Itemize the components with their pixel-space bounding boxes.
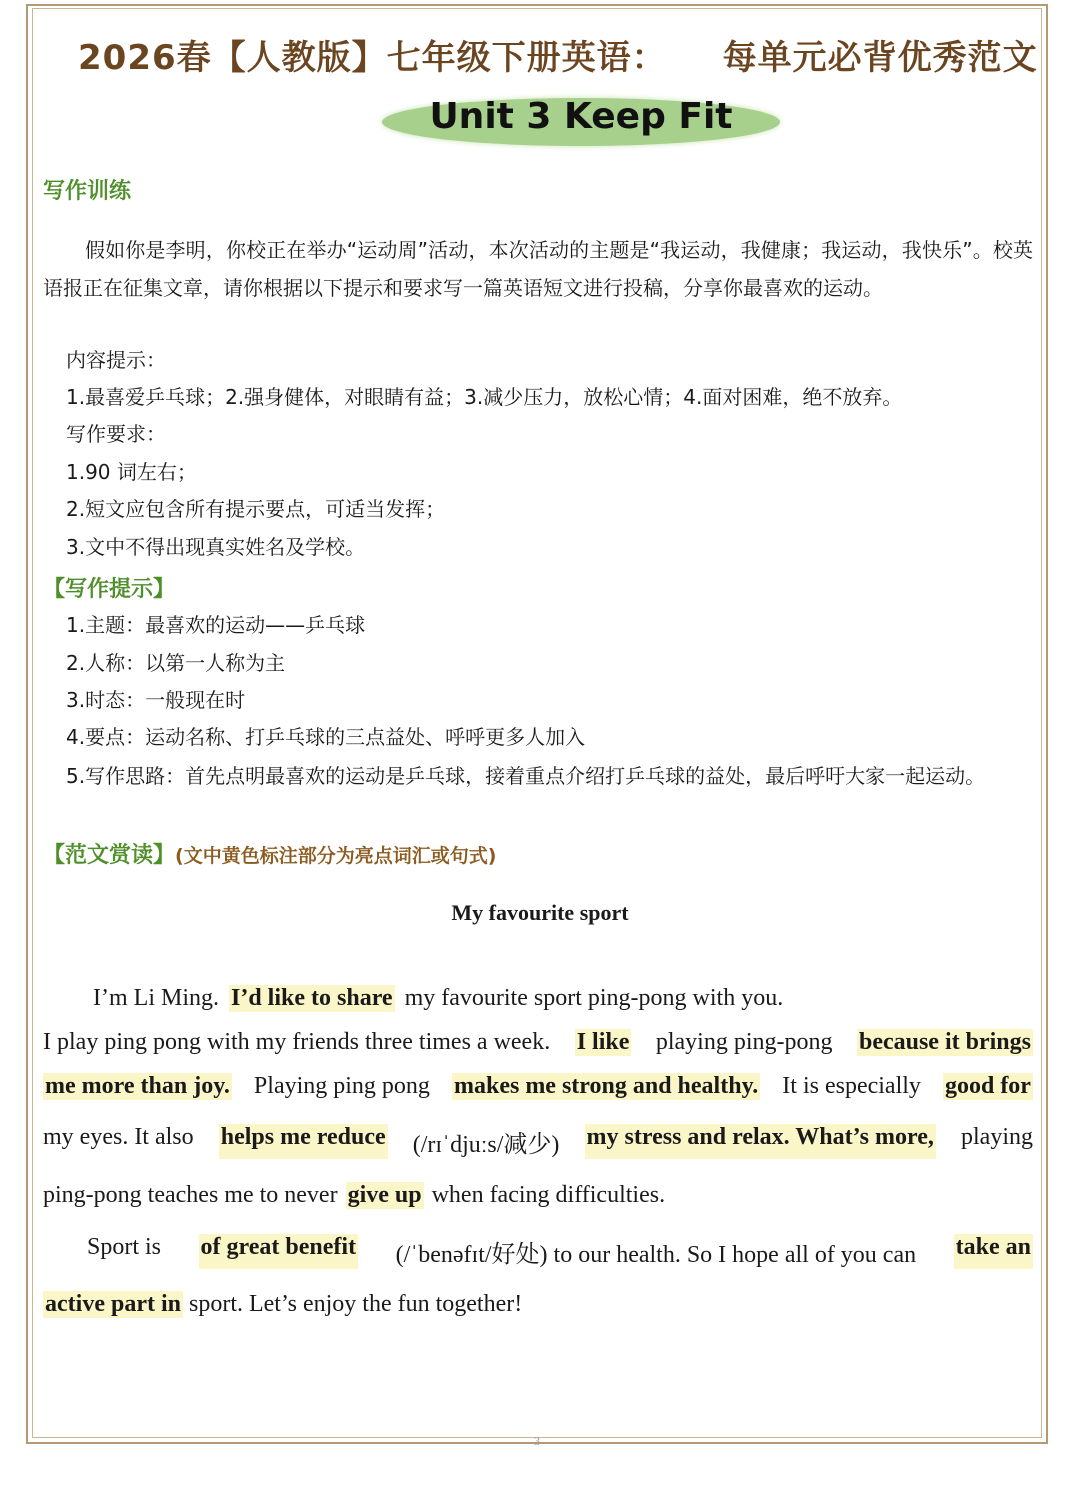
essay-highlight: helps me reduce <box>219 1124 388 1159</box>
essay-highlight: I’d like to share <box>231 985 393 1011</box>
essay-highlight: I like <box>576 1029 630 1055</box>
essay-text: my favourite sport ping-pong with you. <box>404 985 784 1011</box>
essay-text: It is especially <box>782 1073 921 1099</box>
tip-item: 2.人称：以第一人称为主 <box>66 651 286 675</box>
essay-line-2 <box>43 1029 1033 1056</box>
page-number: 3 <box>534 1434 540 1448</box>
title-part2: 每单元必背优秀范文 <box>722 38 1038 78</box>
essay-highlight: because it brings <box>858 1029 1031 1055</box>
essay-text: Sport is <box>87 1234 162 1260</box>
essay-highlight: me more than joy. <box>45 1073 230 1099</box>
essay-text: my eyes. It also <box>43 1124 194 1150</box>
writing-tips-heading: 【写作提示】 <box>43 577 176 602</box>
essay-text: (/rɪˈdjuːs/减少) <box>412 1132 560 1158</box>
essay-line-3 <box>43 1073 1033 1100</box>
essay-text: I play ping pong with my friends three times a week. <box>43 1029 551 1055</box>
essay-highlight: makes me strong and healthy. <box>453 1073 759 1099</box>
sample-heading-label: 【范文赏读】 <box>43 843 176 868</box>
essay-line-1 <box>43 985 1033 1012</box>
essay-highlight: good for <box>944 1073 1031 1099</box>
essay-highlight: take an <box>954 1234 1033 1269</box>
sample-heading <box>43 838 496 869</box>
essay-text: I’m Li Ming. <box>93 985 219 1011</box>
tip-item: 4.要点：运动名称、打乒乓球的三点益处、呼呼更多人加入 <box>66 725 586 749</box>
content-hints-label: 内容提示： <box>66 348 166 372</box>
title-part1: 2026春【人教版】七年级下册英语： <box>78 38 667 78</box>
essay-line-5 <box>43 1182 1033 1209</box>
essay-text: when facing difficulties. <box>431 1182 666 1208</box>
requirement-item: 2.短文应包含所有提示要点，可适当发挥； <box>66 497 446 521</box>
unit-title: Unit 3 Keep Fit <box>429 96 733 137</box>
essay-highlight: my stress and relax. What’s more, <box>585 1124 936 1159</box>
tip-item: 3.时态：一般现在时 <box>66 688 246 712</box>
essay-highlight: of great benefit <box>199 1234 359 1269</box>
essay-text: playing ping-pong <box>655 1029 833 1055</box>
writing-prompt: 假如你是李明，你校正在举办“运动周”活动，本次活动的主题是“我运动，我健康；我运动，我快乐”。校英语报正在征集文章，请你根据以下提示和要求写一篇英语短文进行投稿，分享你最喜欢的运动。 <box>43 238 1033 300</box>
essay-text: ping-pong teaches me to never <box>43 1182 338 1208</box>
page-title <box>78 30 1038 79</box>
writing-training-heading: 写作训练 <box>43 179 132 204</box>
requirement-item: 3.文中不得出现真实姓名及学校。 <box>66 535 366 559</box>
essay-title: My favourite sport <box>451 900 629 925</box>
essay-highlight: give up <box>347 1182 422 1208</box>
essay-text: (/ˈbenəfɪt/好处) to our health. So I hope all of you can <box>395 1242 917 1268</box>
essay-line-7 <box>43 1291 1033 1318</box>
tip-item-5: 5.写作思路：首先点明最喜欢的运动是乒乓球，接着重点介绍打乒乓球的益处，最后呼吁大家一起运动。 <box>66 764 986 788</box>
essay-text: sport. Let’s enjoy the fun together! <box>188 1291 523 1317</box>
sample-note: (文中黄色标注部分为亮点词汇或句式) <box>175 845 497 867</box>
essay-highlight: active part in <box>45 1291 181 1317</box>
requirements-label: 写作要求： <box>66 422 166 446</box>
essay-line-4 <box>43 1124 1033 1159</box>
essay-text: playing <box>961 1124 1033 1150</box>
tip-item: 1.主题：最喜欢的运动——乒乓球 <box>66 613 366 637</box>
content-hints: 1.最喜爱乒乓球；2.强身健体，对眼睛有益；3.减少压力，放松心情；4.面对困难，绝不放弃。 <box>66 385 903 409</box>
essay-text: Playing ping pong <box>253 1073 430 1099</box>
requirement-item: 1.90 词左右； <box>66 460 197 484</box>
essay-line-6 <box>43 1234 1033 1269</box>
